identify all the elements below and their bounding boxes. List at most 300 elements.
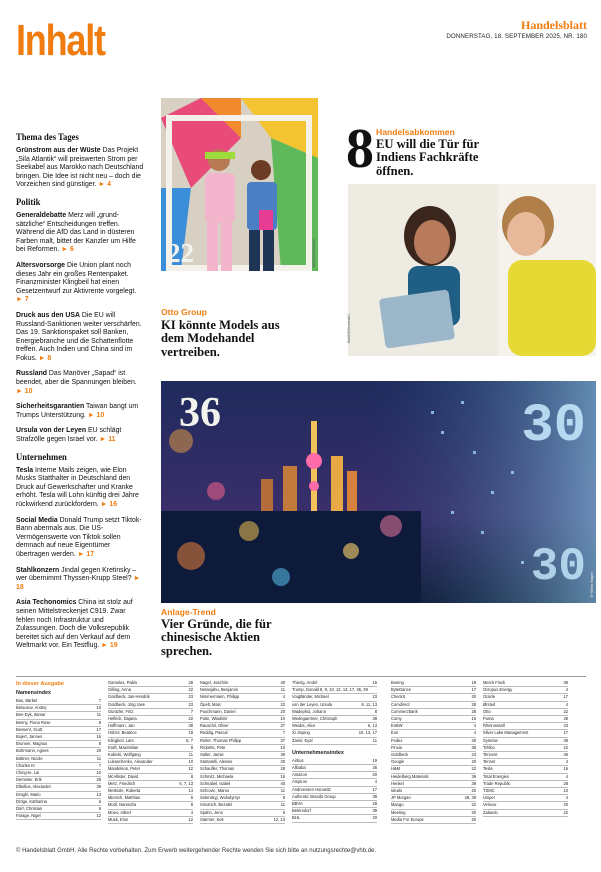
index-entry[interactable]	[391, 795, 476, 802]
index-entry-name: Güntzler, Fritz	[108, 708, 134, 714]
index-entry-page: 39	[471, 780, 476, 786]
index-entry-name: Puma	[483, 716, 494, 722]
index-entry[interactable]	[483, 680, 568, 687]
index-entry-page: 4	[565, 773, 568, 779]
index-entry-name: Uniper	[483, 795, 496, 801]
index-entry-name: Commerzbank	[391, 708, 418, 714]
index-entry-name: Comdirect	[391, 701, 410, 707]
index-entry-page: 22	[563, 744, 568, 750]
feature-otto-image[interactable]	[161, 98, 318, 271]
page-ref[interactable]: ► 10	[87, 411, 105, 419]
index-entry[interactable]	[200, 781, 285, 788]
index-entry-name: Thierig, André	[292, 680, 318, 685]
index-entry-page: 11	[280, 788, 285, 794]
index-entry[interactable]	[483, 745, 568, 752]
index-entry[interactable]	[391, 702, 476, 709]
index-entry[interactable]	[391, 788, 476, 795]
photo-credit: IMAGO/Westend61	[347, 314, 351, 344]
index-entry-page: 4	[282, 694, 285, 700]
index-entry[interactable]	[16, 792, 101, 799]
index-entry-page: 20	[471, 759, 476, 765]
index-entry[interactable]	[16, 698, 101, 705]
teaser-item[interactable]	[16, 147, 144, 190]
index-entry-page: 23	[471, 752, 476, 758]
teaser-text: Die EU will Russland-Sanktionen weiter verschärfen. Das 19. Sanktionspaket soll Banken, Energiebranche und die Schattenflotte treffen. Auch Indien und China sind im Fokus.	[16, 311, 142, 362]
index-entry-page: 11	[280, 687, 285, 693]
index-entry-name: Ørsted	[483, 701, 496, 707]
feature-india-image[interactable]	[348, 184, 596, 356]
index-entry-page: 10	[96, 770, 101, 776]
index-entry[interactable]	[200, 774, 285, 781]
index-entry-page: 16	[372, 680, 377, 685]
index-entry-name: Dürr, Christian	[16, 806, 43, 812]
index-entry-name: Fedex	[391, 737, 403, 743]
index-entry[interactable]	[292, 765, 377, 772]
index-entry[interactable]	[292, 716, 377, 723]
index-entry[interactable]	[16, 734, 101, 741]
index-entry[interactable]	[16, 720, 101, 727]
index-entry[interactable]	[292, 702, 377, 709]
index-entry[interactable]	[391, 817, 476, 824]
index-entry-name: Sefcovic, Maros	[200, 788, 230, 794]
page-ref[interactable]: ► 4	[98, 181, 111, 189]
index-entry[interactable]	[483, 694, 568, 701]
index-entry-page: 17	[372, 786, 377, 792]
index-entry[interactable]	[391, 738, 476, 745]
section-thema	[16, 147, 144, 190]
index-entry-name: Trump, Donald 8, 9, 10, 12, 13, 17, 36, 39	[292, 687, 368, 693]
index-entry[interactable]	[292, 680, 377, 687]
index-entry-page: 39	[372, 793, 377, 799]
index-entry-page: 39	[563, 680, 568, 685]
index-entry[interactable]	[292, 808, 377, 815]
index-entry-page: 38	[471, 744, 476, 750]
page-ref[interactable]: ► 19	[101, 642, 118, 650]
index-entry[interactable]	[391, 694, 476, 701]
index-entry-name: Verivox	[483, 802, 497, 808]
ticker-board-bottom: 30	[530, 541, 586, 593]
index-entry[interactable]	[391, 774, 476, 781]
index-entry-page: 13	[96, 791, 101, 797]
index-entry[interactable]	[391, 781, 476, 788]
teaser-text: Taiwan bangt um Trumps Unterstützung.	[16, 403, 139, 419]
index-entry[interactable]	[108, 817, 193, 824]
page-ref[interactable]: ► 8	[38, 354, 52, 362]
index-entry[interactable]	[292, 787, 377, 794]
teaser-item[interactable]	[16, 599, 144, 651]
index-entry[interactable]	[16, 741, 101, 748]
index-entry-name: ByteDance	[391, 687, 412, 693]
index-entry-page: 7	[190, 708, 193, 714]
index-entry-page: 14	[188, 788, 193, 794]
index-entry[interactable]	[108, 745, 193, 752]
index-entry-page: 36	[372, 765, 377, 771]
index-title: In dieser Ausgabe	[16, 681, 64, 687]
index-entry[interactable]	[200, 687, 285, 694]
index-entry[interactable]	[108, 795, 193, 802]
teaser-item[interactable]	[16, 467, 144, 510]
index-entry-page: 10, 13, 17	[358, 730, 377, 736]
index-entry[interactable]	[483, 730, 568, 737]
page-number-8: 8	[346, 118, 374, 180]
teaser-item[interactable]	[16, 517, 144, 560]
index-entry-page: 8	[282, 795, 285, 801]
index-entry[interactable]	[200, 730, 285, 737]
section-head-politik: Politik	[16, 196, 41, 208]
feature-china-image[interactable]	[161, 381, 596, 603]
index-entry-name: Media For Europe	[391, 816, 424, 822]
index-entry[interactable]	[200, 694, 285, 701]
index-entry-page: 28	[563, 780, 568, 786]
teaser-topic: Druck aus den USA	[16, 311, 80, 319]
index-entry[interactable]	[108, 802, 193, 809]
index-entry[interactable]	[292, 794, 377, 801]
index-entry-name: Draghi, Mario	[16, 791, 41, 797]
index-entry-page: 23	[563, 723, 568, 729]
index-entry-page: 11	[96, 755, 101, 761]
index-entry-page: 8	[98, 719, 101, 725]
index-entry[interactable]	[483, 759, 568, 766]
index-entry-name: Hölzel, Beatrice	[108, 730, 137, 736]
index-entry[interactable]	[292, 723, 377, 730]
teaser-text: Jindal gegen Kretinsky – wer übernimmt Thyssen-Krupp Steel?	[16, 566, 137, 583]
index-entry[interactable]	[16, 799, 101, 806]
index-entry[interactable]	[200, 716, 285, 723]
index-entry[interactable]	[391, 745, 476, 752]
index-entry-name: Santarelli, Alessio	[200, 759, 233, 765]
index-entry-page: 22	[471, 766, 476, 772]
index-entry-name: Selenskyj, Wolodymyr	[200, 795, 241, 801]
page-ref[interactable]: ► 11	[99, 436, 116, 444]
index-entry-page: 4	[565, 701, 568, 707]
index-entry[interactable]	[483, 795, 568, 802]
index-entry[interactable]	[391, 687, 476, 694]
index-entry-name: Goldbeck, Jan-Hendrik	[108, 694, 150, 700]
index-entry-name: Finvia	[391, 744, 402, 750]
index-entry[interactable]	[292, 815, 377, 822]
page-ref[interactable]: ► 17	[77, 550, 95, 558]
index-entry-page: 11	[188, 752, 193, 758]
index-col-1	[16, 680, 101, 820]
index-entry[interactable]	[483, 716, 568, 723]
index-entry[interactable]	[391, 723, 476, 730]
index-entry-name: Bessent, Scott	[16, 726, 43, 732]
index-entry[interactable]	[108, 723, 193, 730]
index-entry-name: Gilling, Anna	[108, 687, 131, 693]
index-entry[interactable]	[391, 802, 476, 809]
index-entry-page: 4	[565, 759, 568, 765]
index-entry-page: 28	[471, 701, 476, 707]
index-entry[interactable]	[108, 788, 193, 795]
index-entry[interactable]	[391, 810, 476, 817]
index-entry[interactable]	[108, 709, 193, 716]
teaser-topic: Sicherheitsgarantien	[16, 403, 85, 411]
index-entry[interactable]	[108, 687, 193, 694]
index-entry-name: Heidelberg Materials	[391, 773, 429, 779]
index-entry-name: Schnabel, Isabel	[200, 780, 231, 786]
index-entry[interactable]	[16, 705, 101, 712]
index-entry-page: 8	[98, 741, 101, 747]
index-entry-name: Merck Finck	[483, 680, 506, 685]
index-entry[interactable]	[483, 802, 568, 809]
index-entry-name: Öpelt, Marc	[200, 701, 222, 707]
index-entry-page: 12	[96, 813, 101, 819]
index-entry[interactable]	[16, 756, 101, 763]
index-entry[interactable]	[483, 788, 568, 795]
index-entry-page: 23	[188, 694, 193, 700]
section-politik	[16, 212, 144, 445]
index-entry[interactable]	[292, 801, 377, 808]
index-entry[interactable]	[108, 716, 193, 723]
index-entry-name: Ching-te, Lai	[16, 770, 40, 776]
index-entry-page: 28	[188, 680, 193, 685]
teaser-text: Die Union plant noch dieses Jahr ein großes Rentenpaket. Finanzminister Klingbeil hat einen Gesetzentwurf zur Aktivrente vorgelegt.	[16, 261, 137, 295]
index-entry-name: Goldbeck	[391, 752, 409, 758]
teaser-item[interactable]	[16, 262, 144, 305]
index-entry[interactable]	[483, 702, 568, 709]
teaser-topic: Russland	[16, 370, 48, 378]
index-entry[interactable]	[108, 781, 193, 788]
feature-india-headline[interactable]: EU will die Tür für Indiens Fachkräfte öffnen.	[376, 137, 479, 178]
index-entry-name: Zalando	[483, 809, 498, 815]
index-entry[interactable]	[200, 702, 285, 709]
index-entry[interactable]	[16, 712, 101, 719]
index-entry[interactable]	[200, 709, 285, 716]
index-entry[interactable]	[483, 774, 568, 781]
index-entry-name: Airbus	[292, 757, 304, 763]
index-entry-name: Belousov, Andrej	[16, 705, 47, 711]
index-entry-name: Goldbeck, Jörg Uwe	[108, 701, 145, 707]
index-entry[interactable]	[483, 687, 568, 694]
index-entry[interactable]	[16, 770, 101, 777]
index-entry-page: 10	[188, 759, 193, 765]
brand-logo: Handelsblatt	[520, 18, 587, 32]
teaser-topic: Generaldebatte	[16, 211, 67, 219]
index-col-2	[108, 680, 193, 824]
index-entry-page: 39	[280, 752, 285, 758]
index-entry-name: Total Energies	[483, 773, 509, 779]
teaser-text: Merz will „grundsätzliche“ Entscheidungen treffen. Während die AfD das Land in düsteren Farben malt, bittet der Kanzler um Hilfe bei Reformen.	[16, 211, 136, 254]
teaser-topic: Tesla	[16, 466, 34, 474]
index-entry-page: 17	[96, 726, 101, 732]
index-entry-name: Lukaschenko, Alexander	[108, 759, 153, 765]
index-entry[interactable]	[483, 752, 568, 759]
index-entry[interactable]	[16, 784, 101, 791]
index-divider	[16, 676, 586, 677]
index-entry-page: 19	[372, 757, 377, 763]
index-entry-name: TSMC	[483, 788, 495, 794]
page-ref[interactable]: ► 6	[61, 246, 74, 254]
index-entry-page: 28	[471, 708, 476, 714]
index-entry[interactable]	[108, 810, 193, 817]
index-entry[interactable]	[391, 752, 476, 759]
teaser-item[interactable]	[16, 567, 144, 593]
index-entry-name: Brunner, Magnus	[16, 741, 48, 747]
index-entry[interactable]	[391, 766, 476, 773]
teaser-text: EU schlägt Strafzölle gegen Israel vor.	[16, 427, 122, 444]
page-ref[interactable]: ► 10	[16, 387, 33, 395]
index-entry[interactable]	[483, 723, 568, 730]
teaser-item[interactable]	[16, 212, 144, 255]
index-entry-name: Musk, Elon	[108, 816, 129, 822]
section-head-thema: Thema des Tages	[16, 132, 79, 143]
index-entry-name: Modi, Narendra	[108, 802, 137, 808]
index-entry[interactable]	[200, 738, 285, 745]
index-entry[interactable]	[200, 752, 285, 759]
index-entry[interactable]	[483, 766, 568, 773]
index-entry-name: Oracle	[483, 694, 496, 700]
index-entry-page: 20	[471, 788, 476, 794]
index-entry-name: Reddig, Pascal	[200, 730, 228, 736]
index-entry-page: 6	[98, 798, 101, 804]
index-entry-name: BBVA	[292, 801, 303, 807]
page-ref[interactable]: ► 16	[100, 501, 118, 508]
index-entry[interactable]	[391, 716, 476, 723]
index-entry[interactable]	[292, 779, 377, 786]
index-entry-page: 23	[188, 701, 193, 707]
index-entry-page: 37	[280, 723, 285, 729]
index-entry-page: 16	[96, 734, 101, 740]
teaser-text: Das Projekt „Sila Atlantik“ will preiswerten Strom per Seekabel aus Marokko nach Deutschland bringen. Die Idee ist nicht neu – doch die Vorzeichen sind günstiger.	[16, 147, 144, 189]
ticker-board-top: 30	[521, 396, 586, 457]
index-entry-name: EnBW	[391, 723, 403, 729]
index-entry-name: Weidel, Alice	[292, 723, 316, 729]
index-entry[interactable]	[108, 774, 193, 781]
feature-china-headline[interactable]: Vier Gründe, die für chinesische Aktien sprechen.	[161, 617, 272, 658]
index-entry[interactable]	[200, 817, 285, 824]
index-entry[interactable]	[292, 772, 377, 779]
index-entry[interactable]	[108, 759, 193, 766]
index-entry-page: 6, 7	[186, 737, 193, 743]
section-unternehmen	[16, 467, 144, 651]
index-entry-page: 8	[374, 708, 377, 714]
index-entry-page: 39	[96, 784, 101, 790]
index-entry-page: 16	[563, 766, 568, 772]
index-entry-page: 22	[188, 687, 193, 693]
index-entry[interactable]	[108, 730, 193, 737]
index-entry[interactable]	[483, 810, 568, 817]
teaser-item[interactable]	[16, 312, 144, 364]
index-entry[interactable]	[108, 752, 193, 759]
index-entry-page: 10	[96, 705, 101, 711]
index-entry[interactable]	[16, 727, 101, 734]
index-entry[interactable]	[292, 687, 377, 694]
index-entry-page: 17	[563, 694, 568, 700]
index-entry[interactable]	[108, 680, 193, 687]
page-ref[interactable]: ► 7	[16, 296, 29, 304]
index-entry[interactable]	[16, 763, 101, 770]
index-entry-page: 36	[563, 752, 568, 758]
index-entry-name: Octopus Energy	[483, 687, 513, 693]
index-entry-page: 10	[563, 788, 568, 794]
index-entry[interactable]	[292, 709, 377, 716]
teaser-item[interactable]	[16, 427, 144, 444]
index-entry-name: Puschmann, Daniel	[200, 708, 236, 714]
index-entry-page: 28	[280, 766, 285, 772]
index-entry[interactable]	[483, 738, 568, 745]
index-entry-page: 8	[190, 802, 193, 808]
index-entry[interactable]	[16, 806, 101, 813]
index-entry-name: Dröge, Katharina	[16, 798, 47, 804]
index-entry-page: 39	[563, 716, 568, 722]
index-entry-name: Wadephul, Johann	[292, 708, 326, 714]
index-entry[interactable]	[292, 694, 377, 701]
index-entry-page: 20	[372, 772, 377, 778]
index-entry[interactable]	[200, 788, 285, 795]
photo-credit: E+/Getty Images	[590, 571, 594, 597]
index-entry-name: Kubicki, Wolfgang	[108, 752, 141, 758]
index-entry-page: 39	[563, 737, 568, 743]
index-entry-page: 22	[471, 802, 476, 808]
index-entry[interactable]	[391, 759, 476, 766]
index-entry[interactable]	[200, 810, 285, 817]
index-entry[interactable]	[200, 795, 285, 802]
index-entry[interactable]	[200, 759, 285, 766]
index-entry-page: 12, 13	[273, 816, 285, 822]
index-entry-page: 37	[280, 737, 285, 743]
index-entry[interactable]	[200, 723, 285, 730]
index-entry[interactable]	[391, 709, 476, 716]
index-entry[interactable]	[16, 777, 101, 784]
page-ref[interactable]: ► 18	[16, 575, 141, 591]
index-entry-page: 11	[372, 737, 377, 743]
index-entry-name: Trade Republic	[483, 780, 511, 786]
index-entry[interactable]	[483, 709, 568, 716]
index-entry[interactable]	[108, 702, 193, 709]
index-entry[interactable]	[200, 802, 285, 809]
index-entry-page: 6	[98, 806, 101, 812]
dateline: DONNERSTAG, 18. SEPTEMBER 2025, NR. 180	[446, 33, 587, 40]
index-entry-name: Hellrick, Dajana	[108, 716, 137, 722]
index-entry-page: 40	[471, 737, 476, 743]
teaser-item[interactable]	[16, 370, 144, 396]
index-entry-name: Gamelus, Pablo	[108, 680, 138, 685]
index-entry-page: 10	[280, 716, 285, 722]
index-entry[interactable]	[108, 738, 193, 745]
index-entry-name: Tchibo	[483, 744, 495, 750]
index-entry[interactable]	[200, 766, 285, 773]
teaser-item[interactable]	[16, 403, 144, 420]
index-col-3	[200, 680, 285, 824]
index-entry-name: Henkel	[391, 780, 404, 786]
index-entry[interactable]	[292, 738, 377, 745]
index-entry-page: 4	[190, 809, 193, 815]
index-entry[interactable]	[200, 680, 285, 687]
index-entry[interactable]	[200, 745, 285, 752]
index-entry-name: Voigtländer, Michael	[292, 694, 329, 700]
index-entry-name: Eon	[391, 730, 399, 736]
index-entry-page: 18	[188, 730, 193, 736]
index-entry[interactable]	[108, 766, 193, 773]
feature-otto-kicker: Otto Group	[161, 307, 207, 317]
index-entry[interactable]	[391, 730, 476, 737]
index-entry[interactable]	[483, 781, 568, 788]
index-entry-page: 12	[188, 766, 193, 772]
index-entry-name: Salter, Jamie	[200, 752, 224, 758]
index-entry-name: CheckIt	[391, 694, 405, 700]
index-entry-name: Authentic Brands Group	[292, 793, 336, 799]
index-entry[interactable]	[391, 680, 476, 687]
index-entry-page: 39	[471, 773, 476, 779]
index-entry[interactable]	[292, 758, 377, 765]
feature-otto-headline[interactable]: KI könnte Models aus dem Modehandel vertreiben.	[161, 318, 280, 359]
index-entry[interactable]	[108, 694, 193, 701]
page-title: Inhalt	[16, 16, 105, 65]
index-entry[interactable]	[16, 813, 101, 820]
index-entry[interactable]	[16, 748, 101, 755]
index-entry[interactable]	[292, 730, 377, 737]
index-entry-name: Tencent	[483, 752, 498, 758]
